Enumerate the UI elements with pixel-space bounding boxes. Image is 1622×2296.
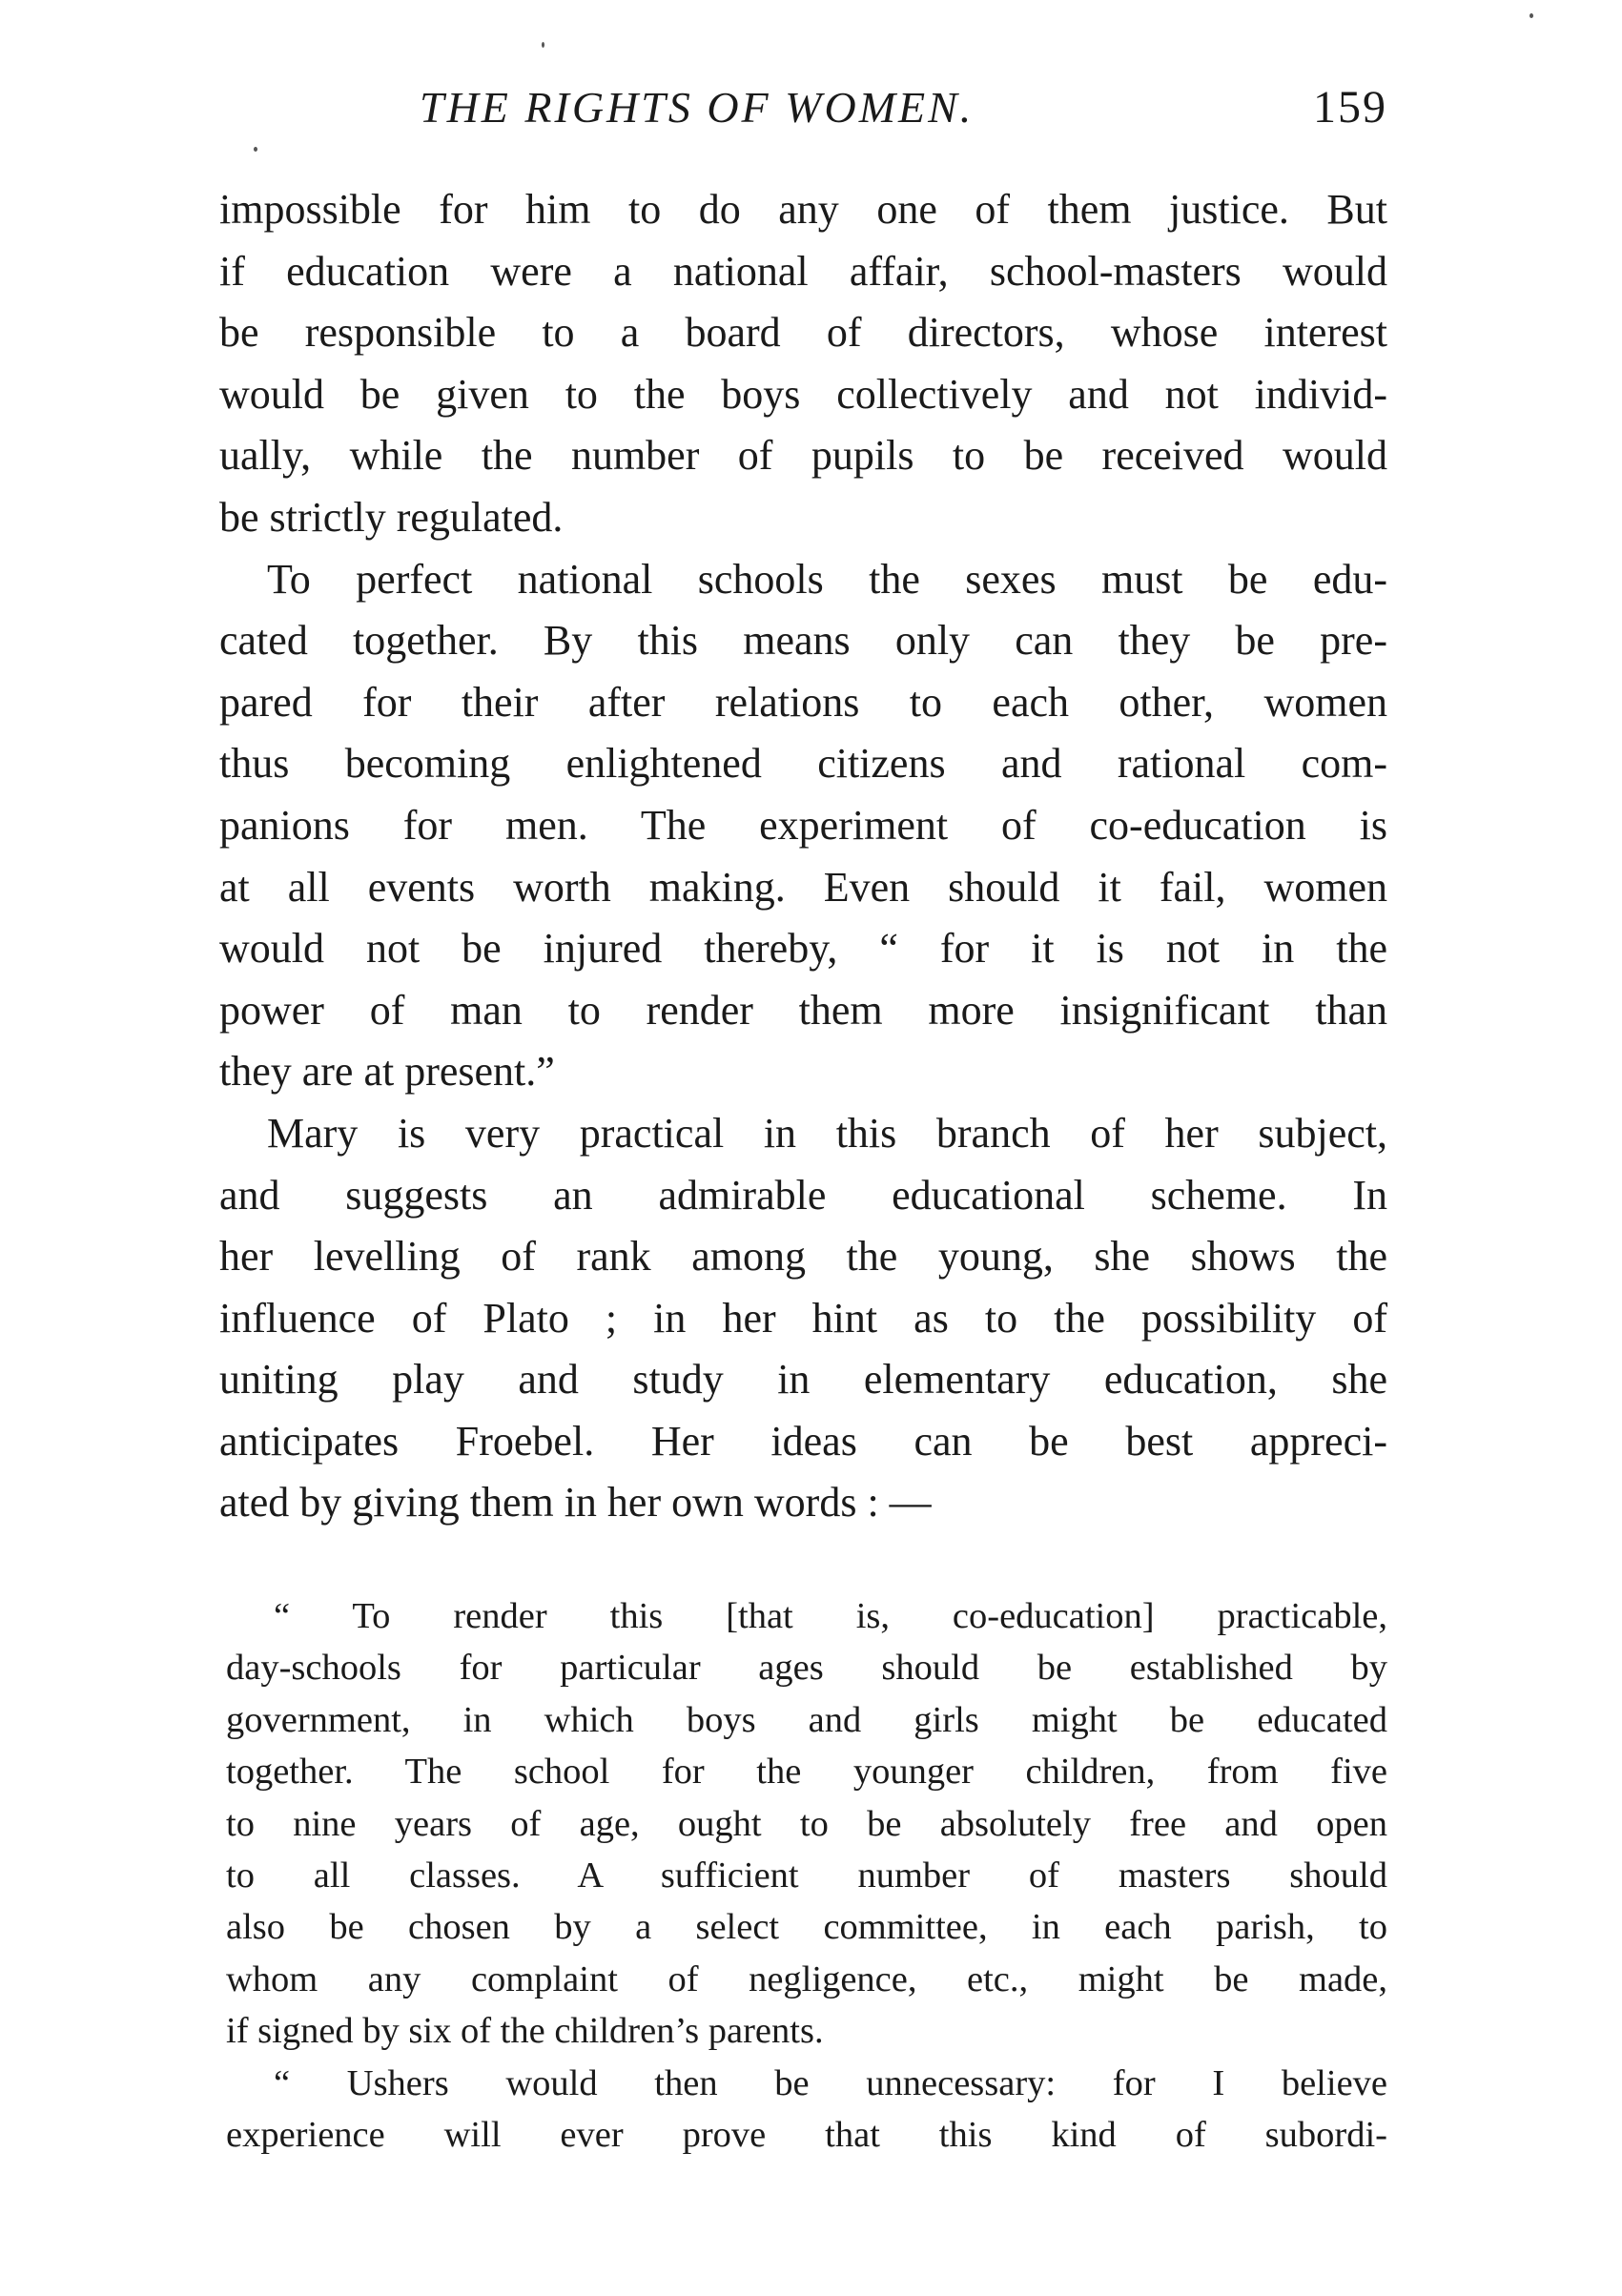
- body-text: [219, 179, 1387, 1534]
- quote-line: to all classes. A sufficient number of masters should: [226, 1855, 1387, 1896]
- text-line: impossible for him to do any one of them justice. But: [219, 186, 1387, 233]
- quote-line: to nine years of age, ought to be absolutely free and open: [226, 1803, 1387, 1844]
- text-line: be responsible to a board of directors, whose interest: [219, 309, 1387, 357]
- text-line: anticipates Froebel. Her ideas can be best appreci-: [219, 1417, 1387, 1465]
- quote-line: also be chosen by a select committee, in each parish, to: [226, 1907, 1387, 1948]
- ink-speck: [1530, 13, 1533, 18]
- text-line: uniting play and study in elementary education, she: [219, 1356, 1387, 1404]
- running-title: THE RIGHTS OF WOMEN.: [420, 83, 975, 132]
- quote-line: together. The school for the younger children, from five: [226, 1752, 1387, 1793]
- quote-paragraph: [226, 2058, 1387, 2162]
- ink-speck: [254, 147, 257, 152]
- text-line: at all events worth making. Even should it fail, women: [219, 863, 1387, 911]
- quote-line: experience will ever prove that this kind of subordi-: [226, 2114, 1387, 2155]
- text-line: Mary is very practical in this branch of her subject,: [267, 1109, 1387, 1157]
- quote-paragraph: [226, 1590, 1387, 2058]
- text-line: and suggests an admirable educational scheme. In: [219, 1171, 1387, 1219]
- text-line: ated by giving them in her own words : —: [219, 1479, 932, 1527]
- quote-line: government, in which boys and girls might be educated: [226, 1699, 1387, 1740]
- quote-line: “ Ushers would then be unnecessary: for I believe: [274, 2062, 1387, 2103]
- quote-line: if signed by six of the children’s parents.: [226, 2011, 824, 2052]
- text-line: To perfect national schools the sexes must be edu-: [267, 555, 1387, 603]
- paragraph: [219, 549, 1387, 1103]
- running-header: [219, 74, 1387, 141]
- text-line: if education were a national affair, school-masters would: [219, 247, 1387, 295]
- paragraph: [219, 1103, 1387, 1534]
- text-line: power of man to render them more insignificant than: [219, 986, 1387, 1034]
- text-line: pared for their after relations to each other, women: [219, 678, 1387, 726]
- text-line: her levelling of rank among the young, she shows the: [219, 1233, 1387, 1281]
- text-line: would be given to the boys collectively and not individ-: [219, 370, 1387, 418]
- ink-speck: [542, 42, 544, 48]
- quote-line: whom any complaint of negligence, etc., might be made,: [226, 1958, 1387, 1999]
- text-line: ually, while the number of pupils to be received would: [219, 432, 1387, 480]
- quote-line: day-schools for particular ages should be established by: [226, 1648, 1387, 1689]
- text-line: panions for men. The experiment of co-education is: [219, 801, 1387, 849]
- paragraph: [219, 179, 1387, 549]
- text-line: they are at present.”: [219, 1048, 555, 1096]
- text-line: cated together. By this means only can they be pre-: [219, 617, 1387, 665]
- block-quote: [226, 1590, 1387, 2161]
- text-line: be strictly regulated.: [219, 493, 564, 541]
- quote-line: “ To render this [that is, co-education] practicable,: [274, 1596, 1387, 1636]
- text-line: thus becoming enlightened citizens and rational com-: [219, 740, 1387, 788]
- text-line: influence of Plato ; in her hint as to the possibility of: [219, 1294, 1387, 1342]
- text-line: would not be injured thereby, “ for it is not in the: [219, 925, 1387, 973]
- page-number: 159: [1313, 82, 1387, 133]
